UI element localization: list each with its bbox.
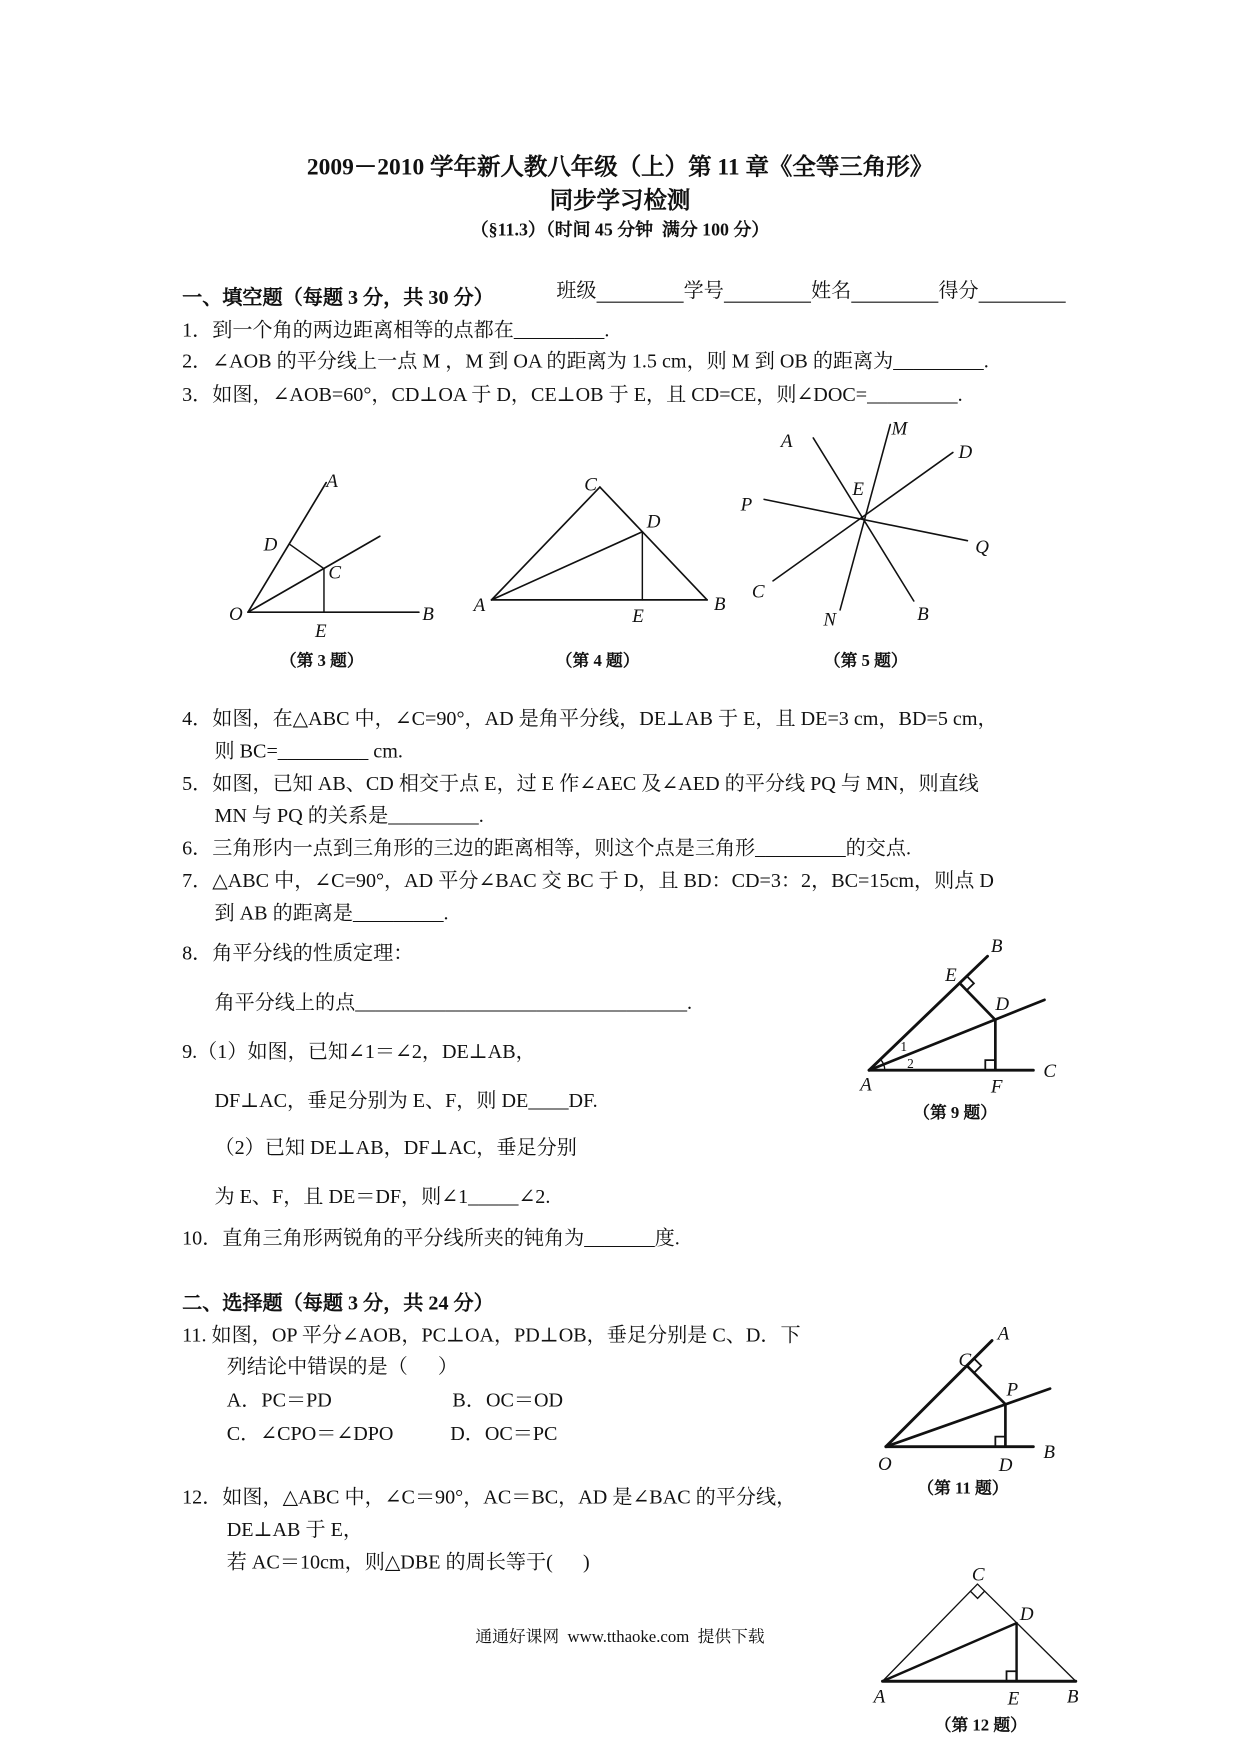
student-number-label: 学号: [683, 279, 724, 302]
question-1: 1．到一个角的两边距离相等的点都在_________.: [182, 318, 610, 341]
fig5-label-p: P: [740, 494, 753, 516]
question-11-option-b: B．OC＝OD: [452, 1388, 564, 1411]
fig11-label-b: B: [1043, 1441, 1055, 1463]
figure-12-caption: （第 12 题）: [934, 1717, 1027, 1735]
fig4-label-d: D: [646, 511, 661, 533]
figure-3-diagram: [218, 464, 447, 648]
question-9-line-1: 9.（1）如图，已知∠1＝∠2，DE⊥AB，: [182, 1040, 536, 1063]
question-12-line-1: 12．如图，△ABC 中，∠C＝90°，AC＝BC，AD 是∠BAC 的平分线，: [182, 1485, 797, 1509]
figure-9-diagram: [855, 933, 1067, 1098]
fig5-label-a: A: [780, 430, 793, 452]
question-9-line-2: DF⊥AC，垂足分别为 E、F，则 DE____DF.: [214, 1089, 598, 1112]
section-multiple-choice-heading: 二、选择题（每题 3 分，共 24 分）: [182, 1291, 494, 1314]
figure-3-caption: （第 3 题）: [279, 652, 364, 671]
question-7-line-1: 7．△ABC 中，∠C=90°，AD 平分∠BAC 交 BC 于 D，且 BD：CD=3：2，BC=15cm，则点 D: [182, 869, 994, 892]
fig11-label-a: A: [997, 1323, 1010, 1345]
figure-9-caption: （第 9 题）: [913, 1104, 998, 1123]
figure-4-diagram: [469, 469, 737, 628]
question-5-line-2: MN 与 PQ 的关系是_________.: [214, 804, 484, 827]
question-5-line-1: 5．如图，已知 AB、CD 相交于点 E，过 E 作∠AEC 及∠AED 的平分线 PQ 与 MN，则直线: [182, 771, 979, 795]
fig5-label-d: D: [958, 442, 973, 464]
fig9-label-e: E: [945, 964, 957, 986]
fig9-label-c: C: [1043, 1060, 1057, 1082]
name-blank: [851, 282, 938, 303]
fig5-label-m: M: [891, 418, 908, 440]
question-4-line-1: 4．如图，在△ABC 中，∠C=90°，AD 是角平分线，DE⊥AB 于 E，且 DE=3 cm，BD=5 cm，: [182, 707, 998, 730]
exam-meta: （§11.3）（时间 45 分钟 满分 100 分）: [470, 221, 770, 241]
question-8-line-1: 8．角平分线的性质定理：: [182, 941, 414, 965]
fig4-label-b: B: [713, 593, 726, 615]
question-4-line-2: 则 BC=_________ cm.: [214, 739, 403, 762]
question-2: 2．∠AOB 的平分线上一点 M ，M 到 OA 的距离为 1.5 cm，则 M 到 OB 的距离为_________.: [182, 349, 989, 372]
fig5-label-q: Q: [975, 536, 989, 558]
fig12-label-e: E: [1007, 1688, 1020, 1710]
fig3-label-c: C: [328, 562, 342, 584]
fig12-label-c: C: [971, 1564, 985, 1586]
student-info-line: [536, 254, 1066, 328]
fig9-label-a: A: [860, 1074, 872, 1096]
figure-11-diagram: [871, 1318, 1066, 1480]
exam-title: 2009－2010 学年新人教八年级（上）第 11 章《全等三角形》: [306, 153, 934, 180]
exam-subtitle: 同步学习检测: [549, 186, 691, 214]
fig5-label-n: N: [823, 609, 836, 631]
fig5-label-c: C: [751, 581, 765, 603]
name-label: 姓名: [811, 279, 852, 302]
score-blank: [979, 282, 1066, 303]
question-3: 3．如图，∠AOB=60°，CD⊥OA 于 D，CE⊥OB 于 E，且 CD=CE，则∠DOC=_________.: [182, 383, 963, 406]
fig12-label-a: A: [873, 1686, 886, 1708]
fig9-label-b: B: [990, 935, 1003, 957]
fig3-label-a: A: [326, 471, 338, 493]
fig9-label-d: D: [995, 993, 1010, 1015]
fig3-label-e: E: [315, 620, 327, 642]
fig3-label-d: D: [263, 534, 278, 556]
question-11-option-c: C．∠CPO＝∠DPO: [226, 1422, 394, 1445]
question-11-option-a: A．PC＝PD: [226, 1388, 332, 1411]
figure-11-caption: （第 11 题）: [917, 1480, 1009, 1499]
fig11-label-o: O: [878, 1454, 892, 1476]
question-7-line-2: 到 AB 的距离是_________.: [214, 901, 449, 924]
question-9-line-3: （2）已知 DE⊥AB，DF⊥AC，垂足分别: [214, 1136, 577, 1159]
fig11-label-c: C: [958, 1350, 972, 1372]
question-12-line-3: 若 AC＝10cm，则△DBE 的周长等于( ): [226, 1550, 590, 1573]
section-fill-blank-heading: 一、填空题（每题 3 分，共 30 分）: [182, 285, 494, 309]
question-11-option-d: D．OC＝PC: [450, 1422, 558, 1445]
figure-5-caption: （第 5 题）: [823, 652, 908, 671]
fig4-label-e: E: [632, 606, 644, 628]
figure-5-diagram: [732, 413, 1000, 631]
fig9-label-angle-1: 1: [900, 1039, 908, 1055]
question-11-line-2: 列结论中错误的是（ ）: [226, 1355, 459, 1378]
question-12-line-2: DE⊥AB 于 E，: [226, 1518, 363, 1541]
fig9-label-f: F: [990, 1076, 1003, 1098]
question-9-line-4: 为 E、F，且 DE＝DF，则∠1_____∠2.: [214, 1185, 551, 1208]
fig4-label-c: C: [584, 474, 597, 496]
class-label: 班级: [556, 279, 597, 302]
question-11-line-1: 11. 如图，OP 平分∠AOB，PC⊥OA，PD⊥OB，垂足分别是 C、D．下: [182, 1323, 801, 1347]
class-blank: [597, 282, 684, 303]
fig12-label-b: B: [1066, 1686, 1079, 1708]
fig11-label-p: P: [1006, 1379, 1019, 1401]
question-6: 6．三角形内一点到三角形的三边的距离相等，则这个点是三角形_________的交点.: [182, 836, 912, 860]
page-footer: 通通好课网 www.tthaoke.com 提供下载: [475, 1628, 765, 1647]
fig9-label-angle-2: 2: [907, 1055, 914, 1071]
question-10: 10．直角三角形两锐角的平分线所夹的钝角为_______度.: [182, 1226, 680, 1249]
question-8-line-2: 角平分线上的点_________________________________.: [214, 990, 693, 1014]
fig4-label-a: A: [473, 595, 486, 617]
fig3-label-b: B: [422, 603, 434, 625]
fig12-label-d: D: [1019, 1603, 1034, 1625]
fig3-label-o: O: [229, 603, 243, 625]
fig11-label-d: D: [998, 1455, 1013, 1477]
score-label: 得分: [938, 279, 979, 302]
fig5-label-b: B: [917, 603, 929, 625]
student-number-blank: [724, 282, 811, 303]
fig5-label-e: E: [852, 478, 864, 500]
figure-4-caption: （第 4 题）: [555, 652, 640, 671]
